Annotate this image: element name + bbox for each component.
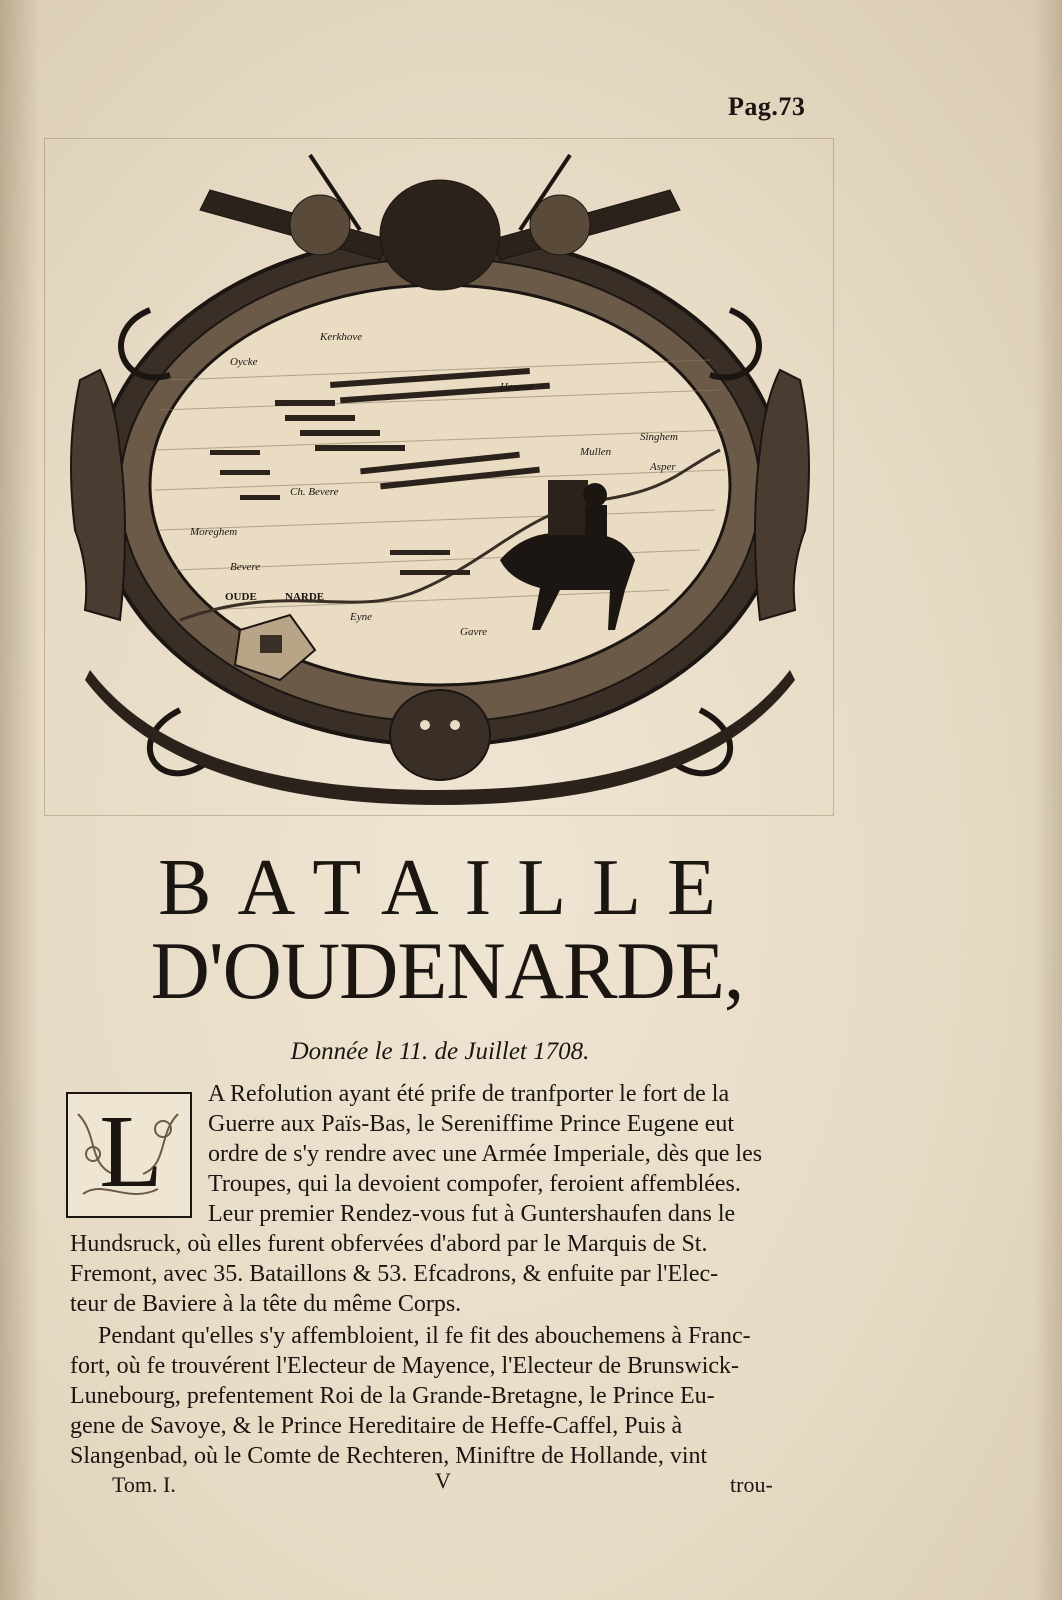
map-label: Heurne (500, 381, 533, 393)
map-label: Gavre (460, 626, 488, 638)
ornamental-drop-cap (66, 1092, 192, 1218)
page-edge-shadow (1034, 0, 1062, 1600)
signature-mark: V (435, 1468, 451, 1493)
catchword: trou- (730, 1472, 773, 1497)
body-text-line: teur de Baviere à la tête du même Corps. (70, 1291, 462, 1317)
body-text-line: Leur premier Rendez-vous fut à Guntershaufen dans le (208, 1201, 736, 1227)
map-label: Oycke (230, 356, 258, 368)
drop-cap-letter: L (99, 1094, 163, 1209)
date-subtitle: Donnée le 11. de Juillet 1708. (290, 1038, 590, 1065)
title-line-2: D'OUDENARDE, (150, 925, 744, 1016)
body-text-line: Hundsruck, où elles furent obfervées d'abord par le Marquis de St. (70, 1231, 708, 1257)
body-text-line: Pendant qu'elles s'y affembloient, il fe fit des abouchemens à Franc- (98, 1323, 751, 1349)
body-text-line: Lunebourg, prefentement Roi de la Grande-Bretagne, le Prince Eu- (70, 1383, 715, 1409)
body-text-line: Guerre aux Païs-Bas, le Sereniffime Prince Eugene eut (208, 1111, 735, 1137)
body-text-line: A Refolution ayant été prife de tranfporter le fort de la (208, 1081, 730, 1107)
page-gutter-shadow (0, 0, 40, 1600)
map-oval (150, 285, 730, 685)
map-label: Moreghem (190, 526, 238, 538)
map-label: Asper (650, 461, 676, 473)
map-label: Bevere (230, 561, 261, 573)
body-text-line: Troupes, qui la devoient compofer, feroient affemblées. (208, 1171, 741, 1197)
map-label: Ch. Bevere (290, 486, 339, 498)
mascaron-face (390, 690, 490, 780)
map-label: Mullen (580, 446, 612, 458)
map-label: OUDE (225, 591, 257, 603)
body-text-line: fort, où fe trouvérent l'Electeur de Mayence, l'Electeur de Brunswick- (70, 1353, 740, 1379)
body-text-line: Slangenbad, où le Comte de Rechteren, Miniftre de Hollande, vint (70, 1443, 708, 1469)
page-number: Pag.73 (728, 92, 806, 121)
map-label: Eyne (350, 611, 372, 623)
volume-indicator: Tom. I. (112, 1472, 176, 1497)
body-text-line: gene de Savoye, & le Prince Hereditaire de Heffe-Caffel, Puis à (70, 1413, 683, 1439)
body-text-line: ordre de s'y rendre avec une Armée Imperiale, dès que les (208, 1141, 763, 1167)
body-text-line: Fremont, avec 35. Bataillons & 53. Efcadrons, & enfuite par l'Elec- (70, 1261, 719, 1287)
battle-map-engraving (60, 150, 820, 810)
title-line-1: BATAILLE (158, 844, 742, 932)
map-label: Singhem (640, 431, 678, 443)
map-label: NARDE (285, 591, 325, 603)
map-label: Kerkhove (320, 331, 363, 343)
